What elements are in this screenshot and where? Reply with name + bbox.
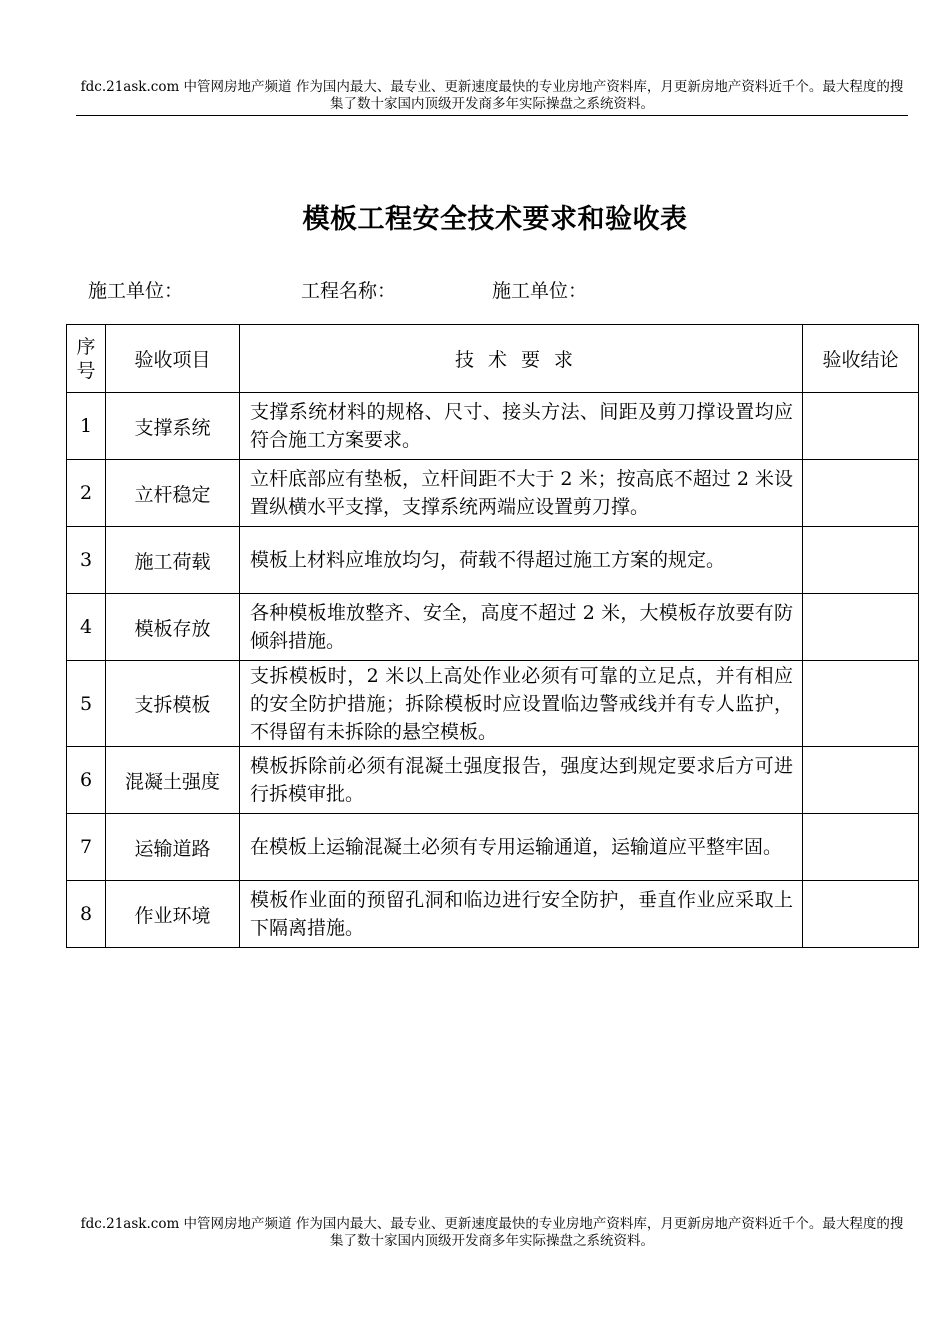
row-seq: 5 xyxy=(67,661,106,747)
row-item: 支拆模板 xyxy=(106,661,240,747)
row-item: 支撑系统 xyxy=(106,393,240,460)
row-item: 施工荷载 xyxy=(106,527,240,594)
row-seq: 7 xyxy=(67,814,106,881)
table-row xyxy=(67,460,919,527)
table-header-row xyxy=(67,325,919,393)
header-requirement: 技术要求 xyxy=(240,325,803,393)
row-result xyxy=(803,594,919,661)
table-row xyxy=(67,747,919,814)
table-row xyxy=(67,393,919,460)
row-result xyxy=(803,661,919,747)
row-seq: 1 xyxy=(67,393,106,460)
construction-unit-label: 施工单位： xyxy=(88,280,184,302)
row-item: 立杆稳定 xyxy=(106,460,240,527)
table-row xyxy=(67,881,919,948)
row-requirement: 各种模板堆放整齐、安全，高度不超过 2 米，大模板存放要有防倾斜措施。 xyxy=(240,594,803,661)
page-title: 模板工程安全技术要求和验收表 xyxy=(302,204,688,235)
row-item: 运输道路 xyxy=(106,814,240,881)
header-seq xyxy=(67,325,106,393)
row-requirement: 模板拆除前必须有混凝土强度报告，强度达到规定要求后方可进行拆模审批。 xyxy=(240,747,803,814)
project-name-label: 工程名称： xyxy=(301,280,397,302)
table-row xyxy=(67,814,919,881)
row-requirement: 模板作业面的预留孔洞和临边进行安全防护，垂直作业应采取上下隔离措施。 xyxy=(240,881,803,948)
header-note: fdc.21ask.com 中管网房地产频道 作为国内最大、最专业、更新速度最快的专业房地产资料库，月更新房地产资料近千个。最大程度的搜集了数十家国内顶级开发商多年实际操盘之系统资料。 xyxy=(76,79,908,116)
table-row xyxy=(67,527,919,594)
row-item: 混凝土强度 xyxy=(106,747,240,814)
row-item: 作业环境 xyxy=(106,881,240,948)
row-result xyxy=(803,460,919,527)
row-seq: 8 xyxy=(67,881,106,948)
row-item: 模板存放 xyxy=(106,594,240,661)
header-item: 验收项目 xyxy=(106,325,240,393)
row-seq: 2 xyxy=(67,460,106,527)
row-requirement: 支撑系统材料的规格、尺寸、接头方法、间距及剪刀撑设置均应符合施工方案要求。 xyxy=(240,393,803,460)
row-result xyxy=(803,393,919,460)
header-seq-label: 序号 xyxy=(76,335,96,382)
table-row xyxy=(67,594,919,661)
header-result: 验收结论 xyxy=(803,325,919,393)
row-result xyxy=(803,814,919,881)
row-seq: 6 xyxy=(67,747,106,814)
row-requirement: 在模板上运输混凝土必须有专用运输通道，运输道应平整牢固。 xyxy=(240,814,803,881)
row-requirement: 模板上材料应堆放均匀，荷载不得超过施工方案的规定。 xyxy=(240,527,803,594)
row-seq: 4 xyxy=(67,594,106,661)
row-result xyxy=(803,527,919,594)
row-result xyxy=(803,881,919,948)
row-requirement: 支拆模板时，2 米以上高处作业必须有可靠的立足点，并有相应的安全防护措施；拆除模板时应设置临边警戒线并有专人监护，不得留有未拆除的悬空模板。 xyxy=(240,661,803,747)
footer-note: fdc.21ask.com 中管网房地产频道 作为国内最大、最专业、更新速度最快的专业房地产资料库，月更新房地产资料近千个。最大程度的搜集了数十家国内顶级开发商多年实际操盘之系统资料。 xyxy=(80,1216,904,1249)
construction-unit-label-2: 施工单位： xyxy=(492,280,588,302)
table-row xyxy=(67,661,919,747)
row-requirement: 立杆底部应有垫板，立杆间距不大于 2 米；按高底不超过 2 米设置纵横水平支撑，支撑系统两端应设置剪刀撑。 xyxy=(240,460,803,527)
row-result xyxy=(803,747,919,814)
acceptance-table xyxy=(66,324,919,948)
row-seq: 3 xyxy=(67,527,106,594)
